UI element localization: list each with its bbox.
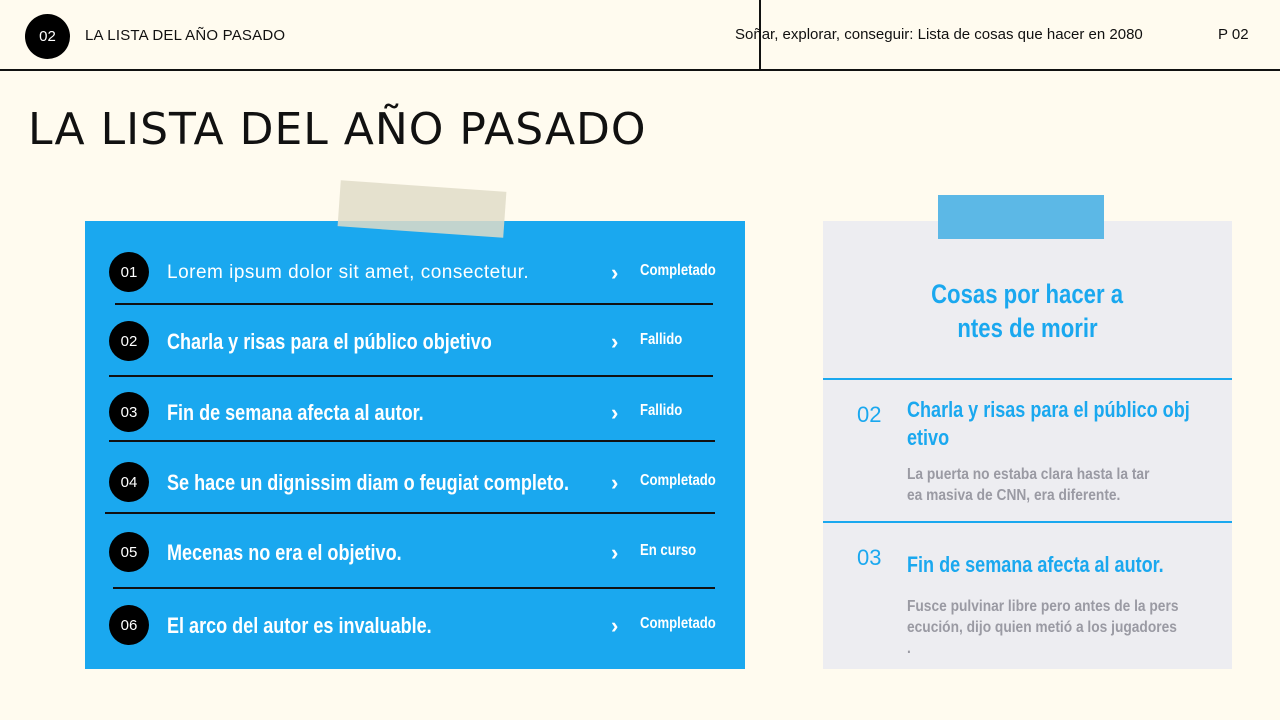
chevron-right-icon: › [611,470,619,495]
item-number: 04 [109,462,149,502]
card-item-description-line: ea masiva de CNN, era diferente. [907,487,1121,504]
presentation-subtitle: Soñar, explorar, conseguir: Lista de cosas que hacer en 2080 [735,26,1143,43]
card-item-title-line: Charla y risas para el público obj [907,397,1190,422]
list-item [85,532,745,572]
item-status: Fallido [640,402,683,419]
row-divider [109,440,715,442]
list-item [85,252,745,292]
item-status: En curso [640,542,697,559]
item-number: 03 [109,392,149,432]
card-item-description-line: . [907,640,911,657]
last-year-list-card [85,221,745,669]
row-divider [109,375,713,377]
decorative-tape [938,195,1104,239]
card-divider [823,378,1232,380]
card-item-number: 03 [857,545,882,570]
card-item-description-line: La puerta no estaba clara hasta la tar [907,466,1150,483]
item-status: Completado [640,262,716,279]
item-text: Lorem ipsum dolor sit amet, consectetur. [167,262,530,283]
card-item-number: 02 [857,402,882,427]
card-item-title-line: etivo [907,425,950,450]
section-badge: 02 [25,14,70,59]
item-number: 06 [109,605,149,645]
chevron-right-icon: › [611,400,619,425]
card-heading-line: Cosas por hacer a [931,279,1124,309]
card-item-description [907,464,1234,506]
item-text: El arco del autor es invaluable. [167,613,432,638]
item-text: Fin de semana afecta al autor. [167,400,424,425]
item-text: Charla y risas para el público objetivo [167,329,492,354]
row-divider [113,587,715,589]
card-item-title: Fin de semana afecta al autor. [907,552,1164,577]
card-item-description [907,596,1234,659]
card-heading [823,277,1232,345]
item-status: Completado [640,472,716,489]
card-heading-line: ntes de morir [957,313,1098,343]
chevron-right-icon: › [611,613,619,638]
item-status: Completado [640,615,716,632]
chevron-right-icon: › [611,329,619,354]
top-bar [0,0,1280,71]
card-item-description-line: ecución, dijo quien metió a los jugadores [907,619,1177,636]
list-item [85,392,745,432]
chevron-right-icon: › [611,260,619,285]
row-divider [115,303,713,305]
item-text: Mecenas no era el objetivo. [167,540,402,565]
item-number: 05 [109,532,149,572]
item-text: Se hace un dignissim diam o feugiat completo. [167,470,569,495]
chevron-right-icon: › [611,540,619,565]
page-title: LA LISTA DEL AÑO PASADO [28,104,647,155]
item-number: 01 [109,252,149,292]
item-status: Fallido [640,331,683,348]
section-label: LA LISTA DEL AÑO PASADO [85,27,286,44]
list-item [85,605,745,645]
card-item-title [907,396,1219,452]
item-number: 02 [109,321,149,361]
page-number: P 02 [1218,26,1249,43]
row-divider [105,512,715,514]
list-item [85,321,745,361]
bucket-list-card [823,221,1232,669]
list-item [85,462,745,502]
card-item-description-line: Fusce pulvinar libre pero antes de la pers [907,598,1179,615]
card-divider [823,521,1232,523]
